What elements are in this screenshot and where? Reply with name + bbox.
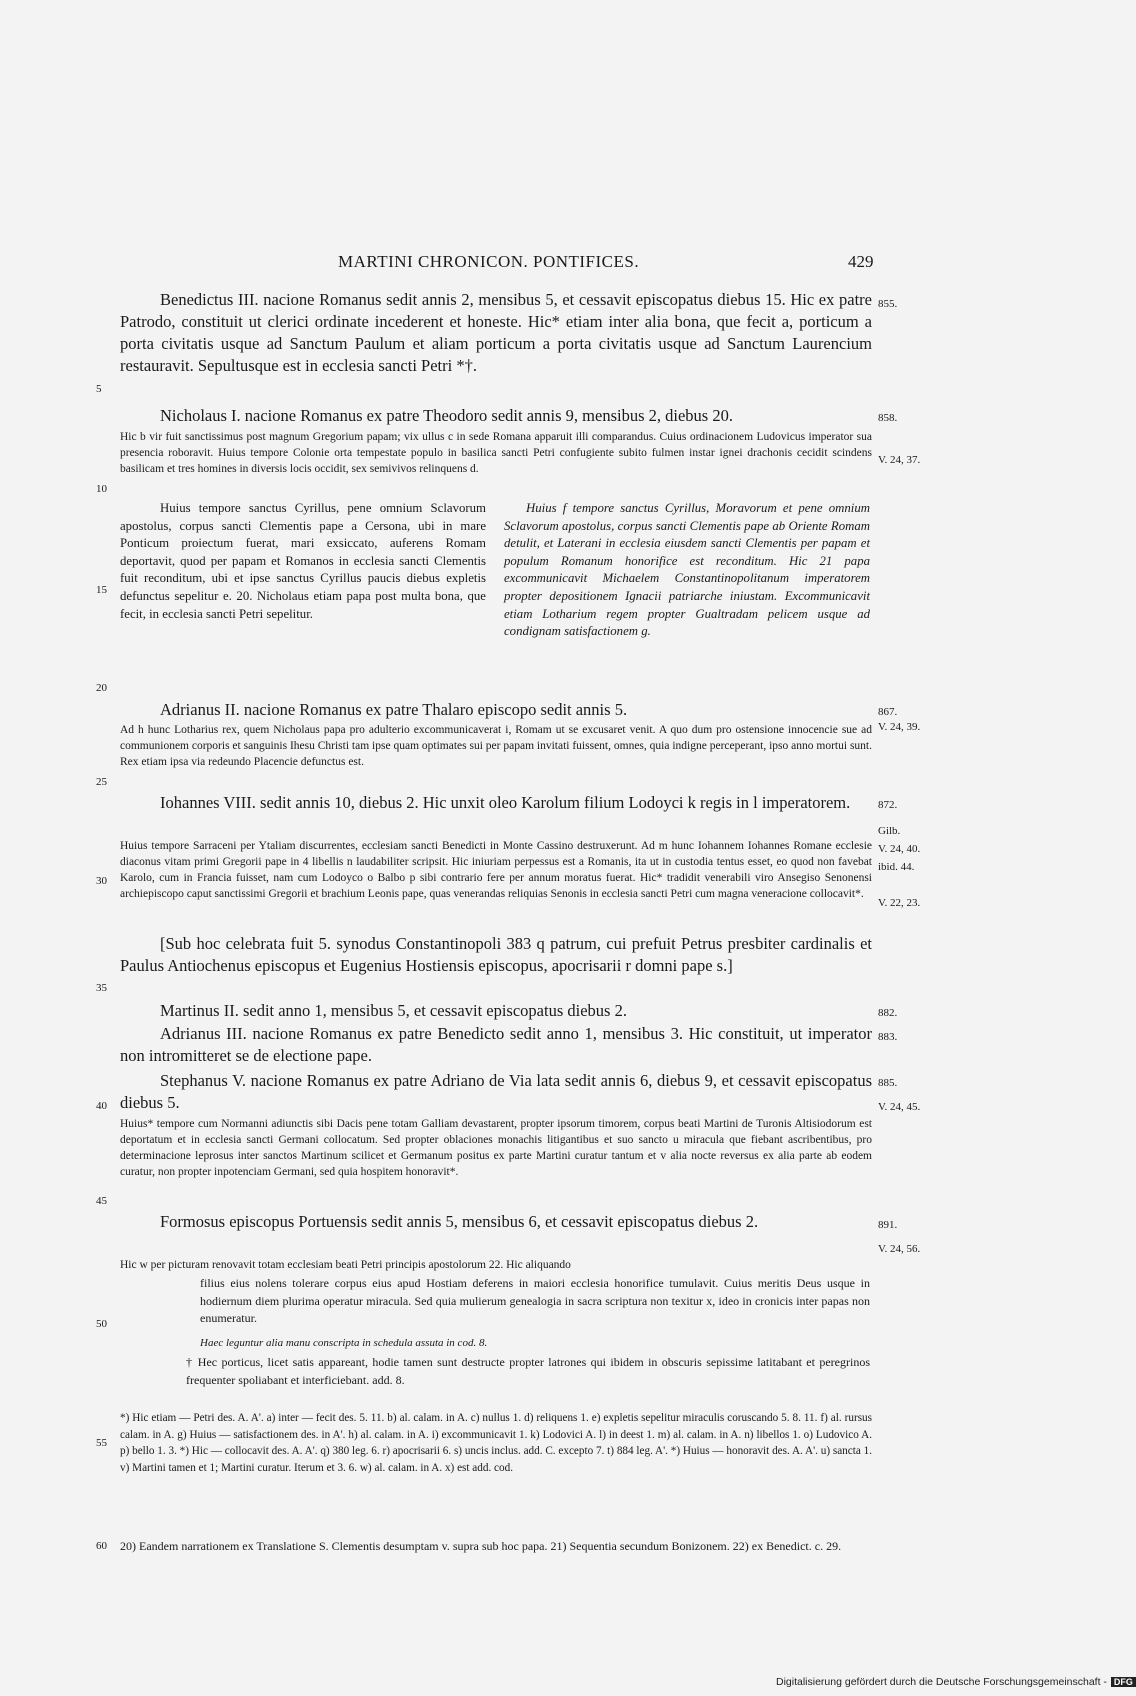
- entry-stephanus-v-heading: Stephanus V. nacione Romanus ex patre Adriano de Via lata sedit annis 6, diebus 9, et cessavit episcopatus diebus 5.: [120, 1071, 872, 1112]
- entry-nicholaus-i-heading: Nicholaus I. nacione Romanus ex patre Theodoro sedit annis 9, mensibus 2, diebus 20.: [160, 406, 733, 425]
- margin-ref: 885.: [878, 1077, 898, 1089]
- margin-ref: V. 22, 23.: [878, 897, 921, 909]
- line-number: 5: [96, 383, 102, 395]
- entry-adrianus-iii: Adrianus III. nacione Romanus ex patre Benedicto sedit anno 1, mensibus 3. Hic constituit, ut imperator non intromitteret se de electione pape.: [120, 1024, 872, 1065]
- margin-ref: V. 24, 37.: [878, 454, 921, 466]
- margin-ref: Gilb.: [878, 825, 901, 837]
- critical-apparatus: *) Hic etiam — Petri des. A. A'. a) inter — fecit des. 5. 11. b) al. calam. in A. c) nullus 1. d) reliquens 1. e) expletis sepelitur miraculis coruscando 5. 8. 11. f) al. rursus calam. in A. g) Huius — satisfactionem des. in A'. h) al. calam. in A. i) excommunicavit 1. k) Lodovici A. l) in deest 1. m) al. calam. in A. n) libellos 1. o) Ludovico A. p) bello 1. 3. *) Hic — collocavit des. A. A'. q) 380 leg. 6. r) apocrisarii 6. s) uncis inclus. add. C. excepto 7. t) 884 leg. A'. *) Huius — honoravit des. A. A'. u) sancta 1. v) Martini tamen et 1; Martini curatur. Iterum et 3. 6. w) al. calam. in A. x) est add. cod.: [120, 1412, 872, 1474]
- margin-ref: V. 24, 45.: [878, 1101, 921, 1113]
- entry-synod-bracket: [Sub hoc celebrata fuit 5. synodus Constantinopoli 383 q patrum, cui prefuit Petrus presbiter cardinalis et Paulus Antiochenus episcopus et Eugenius Hostiensis episcopus, apocrisarii r domni pape s.]: [120, 934, 872, 975]
- margin-ref: V. 24, 56.: [878, 1243, 921, 1255]
- line-number: 55: [96, 1437, 107, 1449]
- margin-ref: 855.: [878, 298, 898, 310]
- margin-ref: 883.: [878, 1031, 898, 1043]
- entry-iohannes-viii-heading: Iohannes VIII. sedit annis 10, diebus 2. Hic unxit oleo Karolum filium Lodoyci k regis in l imperatorem.: [160, 793, 851, 812]
- line-number: 30: [96, 875, 107, 887]
- line-number: 35: [96, 982, 107, 994]
- page-header: [0, 252, 1000, 282]
- line-number: 20: [96, 682, 107, 694]
- entry-martinus-ii: Martinus II. sedit anno 1, mensibus 5, et cessavit episcopatus diebus 2.: [160, 1001, 627, 1020]
- entry-formosus-heading: Formosus episcopus Portuensis sedit annis 5, mensibus 6, et cessavit episcopatus diebus 2.: [160, 1212, 759, 1231]
- line-number: 10: [96, 483, 107, 495]
- editorial-notes: 20) Eandem narrationem ex Translatione S. Clementis desumptam v. supra sub hoc papa. 21) Sequentia secundum Bonizonem. 22) ex Benedict. c. 29.: [120, 1539, 842, 1553]
- column-right: Huius f tempore sanctus Cyrillus, Moravorum et pene omnium Sclavorum apostolus, corpus sancti Clementis pape ab Oriente Romam detulit, et Laterani in ecclesia eiusdem sancti Clementis per papam et populum Romanum honorifice est reconditum. Hic 21 papa excommunicavit Michaelem Constantinopolitanum imperatorem propter depositionem Ignacii patriarche iniustam. Excommunicavit etiam Lotharium regem propter Gualtradam pelicem usque ad condignam satisfactionem g.: [504, 501, 870, 639]
- margin-ref: V. 24, 39.: [878, 721, 921, 733]
- line-number: 40: [96, 1100, 107, 1112]
- margin-ref: 867.: [878, 706, 898, 718]
- line-number: 25: [96, 776, 107, 788]
- column-left: Huius tempore sanctus Cyrillus, pene omnium Sclavorum apostolus, corpus sancti Clementis pape a Cersona, ubi in mare Ponticum proiectum fuerat, mari exsiccato, auferens Romam deportavit, quod per papam et Romanos in ecclesia sancti Clementis fuit reconditum, ubi et ipse sanctus Cyrillus paucis diebus expletis defunctus sepelitur e. 20. Nicholaus etiam papa post multa bona, que fecit, in ecclesia sancti Petri sepelitur.: [120, 501, 486, 621]
- entry-iohannes-viii-text: Huius tempore Sarraceni per Ytaliam discurrentes, ecclesiam sancti Benedicti in Monte Cassino destruxerunt. Ad m hunc Iohannem Iohannes Romane ecclesie diaconus vitam primi Gregorii pape in 4 libellis n laudabiliter scripsit. Hic iniuriam perpessus est a Romanis, ita ut in custodia tentus esset, eo quod non favebat Karolo, cum in Francia fuisset, nam cum Lodoyco o Balbo p sibi contrario fere per annum moratus fuerat. Hic* tradidit venerabili viro Ansegiso Senonensi archiepiscopo caput sanctissimi Gregorii et brachium Leonis pape, quas venerandas reliquias Senonis in ecclesia sancti Petri cum magna veneracione collocavit*.: [120, 840, 872, 900]
- marginal-note-2: † Hec porticus, licet satis appareant, hodie tamen sunt destructe propter latrones qui ibidem in obscuris sepissime latitabant et peregrinos frequenter spoliabant et interficiebant. add. 8.: [186, 1355, 870, 1387]
- marginal-note-1-source: Haec leguntur alia manu conscripta in schedula assuta in cod. 8.: [200, 1337, 488, 1349]
- dfg-logo: DFG: [1111, 1677, 1136, 1687]
- line-number: 15: [96, 584, 107, 596]
- marginal-note-1: filius eius nolens tolerare corpus eius apud Hostiam deferens in maiori ecclesia honorifice tumulavit. Cuius meritis Deus usque in hodiernum diem plurima operatur miracula. Sed quia mulierum genealogia in sacra scriptura non texitur x, ideo in cronicis inter papas non enumeratur.: [200, 1276, 870, 1325]
- footer-text: Digitalisierung gefördert durch die Deutsche Forschungsgemeinschaft -: [776, 1676, 1107, 1688]
- digitization-footer: [776, 1676, 1136, 1688]
- running-title: MARTINI CHRONICON. PONTIFICES.: [338, 252, 640, 271]
- entry-stephanus-v-text: Huius* tempore cum Normanni adiunctis sibi Dacis pene totam Galliam devastarent, propter ipsorum timorem, corpus beati Martini de Turonis Altisiodorum est deportatum et in ecclesia sancti Germani collocatum. Sed propter oblaciones monachis litigantibus et suo sancto u miracula que fiebant ascribentibus, pro determinacione leprosus inter sanctos Martinum scilicet et Germanum positus ex parte Martini curatur tantum et v alia nocte reversus ex alia parte ab eodem curatur, non propter inpotenciam Germani, sed quia hospitem honoravit*.: [120, 1118, 872, 1178]
- margin-ref: 858.: [878, 412, 898, 424]
- entry-benedictus-iii: Benedictus III. nacione Romanus sedit annis 2, mensibus 5, et cessavit episcopatus diebus 15. Hic ex patre Patrodo, constituit ut clerici ordinate incederent et honeste. Hic* etiam inter alia bona, que fecit a, porticum a porta civitatis usque ad Sanctum Paulum et aliam porticum a porta civitatis usque ad Sanctum Laurencium restauravit. Sepultusque est in ecclesia sancti Petri *†.: [120, 290, 872, 375]
- line-number: 60: [96, 1540, 107, 1552]
- margin-ref: ibid. 44.: [878, 861, 915, 873]
- entry-nicholaus-i-text: Hic b vir fuit sanctissimus post magnum Gregorium papam; vix ullus c in sede Romana apparuit illi comparandus. Cuius ordinacionem Ludovicus imperator sua presencia roboravit. Huius tempore Colonie orta tempestate populo in basilica sancti Petri confugiente subito fulmen instar ignei drachonis cecidit scindens basilicam et tres homines in diversis locis occidit, sex semivivos relinquens d.: [120, 431, 872, 475]
- entry-adrianus-ii-heading: Adrianus II. nacione Romanus ex patre Thalaro episcopo sedit annis 5.: [160, 700, 628, 719]
- entry-adrianus-ii-text: Ad h hunc Lotharius rex, quem Nicholaus papa pro adulterio excommunicaverat i, Romam ut se excusaret venit. A quo dum pro ostensione innocencie sue ad communionem corporis et sanguinis Ihesu Christi tam ipse quam optimates sui per papam invitati fuissent, omnes, quia indigne perceperant, ipso anno mortui sunt. Rex etiam ipsa via redeundo Placencie defunctus est.: [120, 724, 872, 768]
- margin-ref: 882.: [878, 1007, 898, 1019]
- line-number: 50: [96, 1318, 107, 1330]
- page-number: 429: [848, 252, 874, 271]
- margin-ref: 891.: [878, 1219, 898, 1231]
- line-number: 45: [96, 1195, 107, 1207]
- margin-ref: V. 24, 40.: [878, 843, 921, 855]
- margin-ref: 872.: [878, 799, 898, 811]
- entry-formosus-text: Hic w per picturam renovavit totam ecclesiam beati Petri principis apostolorum 22. Hic aliquando: [120, 1259, 571, 1271]
